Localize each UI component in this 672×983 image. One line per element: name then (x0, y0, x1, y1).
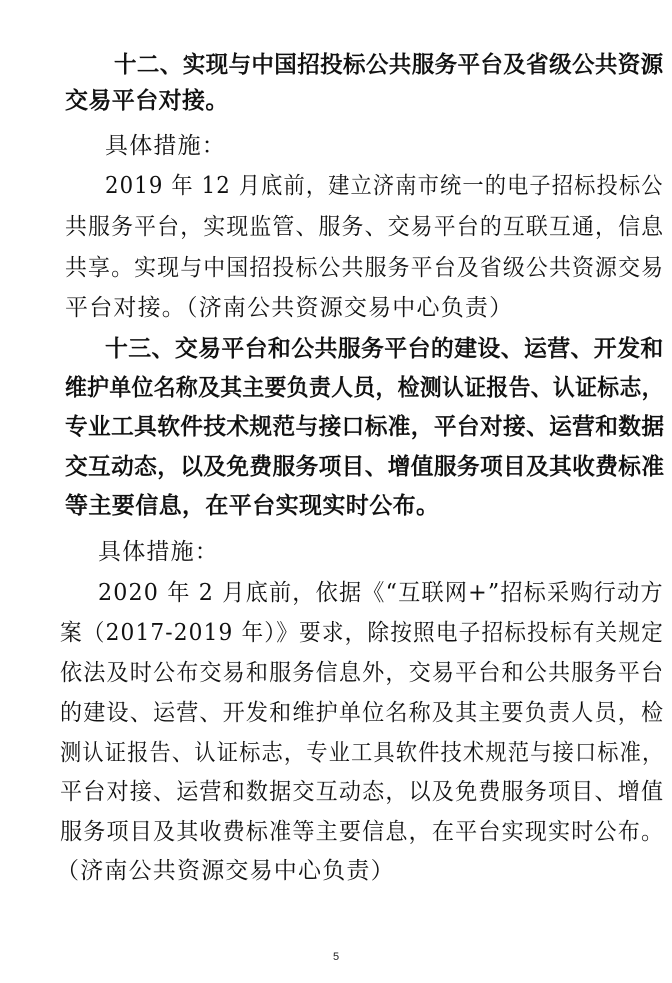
section-13-body-line-2: 案（2017-2019 年）》要求，除按照电子招标投标有关规定 (60, 620, 664, 646)
section-12-heading-line-1: 十二、实现与中国招投标公共服务平台及省级公共资源 (114, 52, 664, 78)
section-13-heading-line-1: 十三、交易平台和公共服务平台的建设、运营、开发和 (105, 336, 664, 362)
section-13-heading-line-4: 交互动态，以及免费服务项目、增值服务项目及其收费标准 (65, 454, 665, 480)
section-12-body-line-2: 共服务平台，实现监管、服务、交易平台的互联互通，信息 (65, 214, 665, 240)
page-number: 5 (332, 951, 340, 963)
section-12-measures-label: 具体措施： (105, 133, 226, 159)
section-13-body-line-8: （济南公共资源交易中心负责） (56, 858, 395, 884)
section-13-body-line-7: 服务项目及其收费标准等主要信息，在平台实现实时公布。 (60, 819, 665, 845)
section-12-body-line-3: 共享。实现与中国招投标公共服务平台及省级公共资源交易 (65, 255, 665, 281)
section-12-heading-line-2: 交易平台对接。 (65, 88, 229, 114)
section-13-heading-line-3: 专业工具软件技术规范与接口标准，平台对接、运营和数据 (65, 414, 665, 440)
section-12-body-line-1: 2019 年 12 月底前，建立济南市统一的电子招标投标公 (105, 173, 664, 199)
section-13-body-line-6: 平台对接、运营和数据交互动态，以及免费服务项目、增值 (60, 779, 665, 805)
section-13-measures-label: 具体措施： (98, 539, 219, 565)
section-13-heading-line-2: 维护单位名称及其主要负责人员，检测认证报告、认证标志， (65, 375, 664, 401)
section-13-heading-line-5: 等主要信息，在平台实现实时公布。 (65, 493, 440, 519)
section-13-body-line-1: 2020 年 2 月底前，依据《“互联网+”招标采购行动方 (98, 580, 664, 606)
section-12-body-line-4: 平台对接。（济南公共资源交易中心负责） (65, 295, 514, 321)
section-13-body-line-4: 的建设、运营、开发和维护单位名称及其主要负责人员，检 (60, 700, 665, 726)
section-13-body-line-5: 测认证报告、认证标志，专业工具软件技术规范与接口标准， (60, 740, 665, 766)
section-13-body-line-3: 依法及时公布交易和服务信息外，交易平台和公共服务平台 (60, 660, 665, 686)
